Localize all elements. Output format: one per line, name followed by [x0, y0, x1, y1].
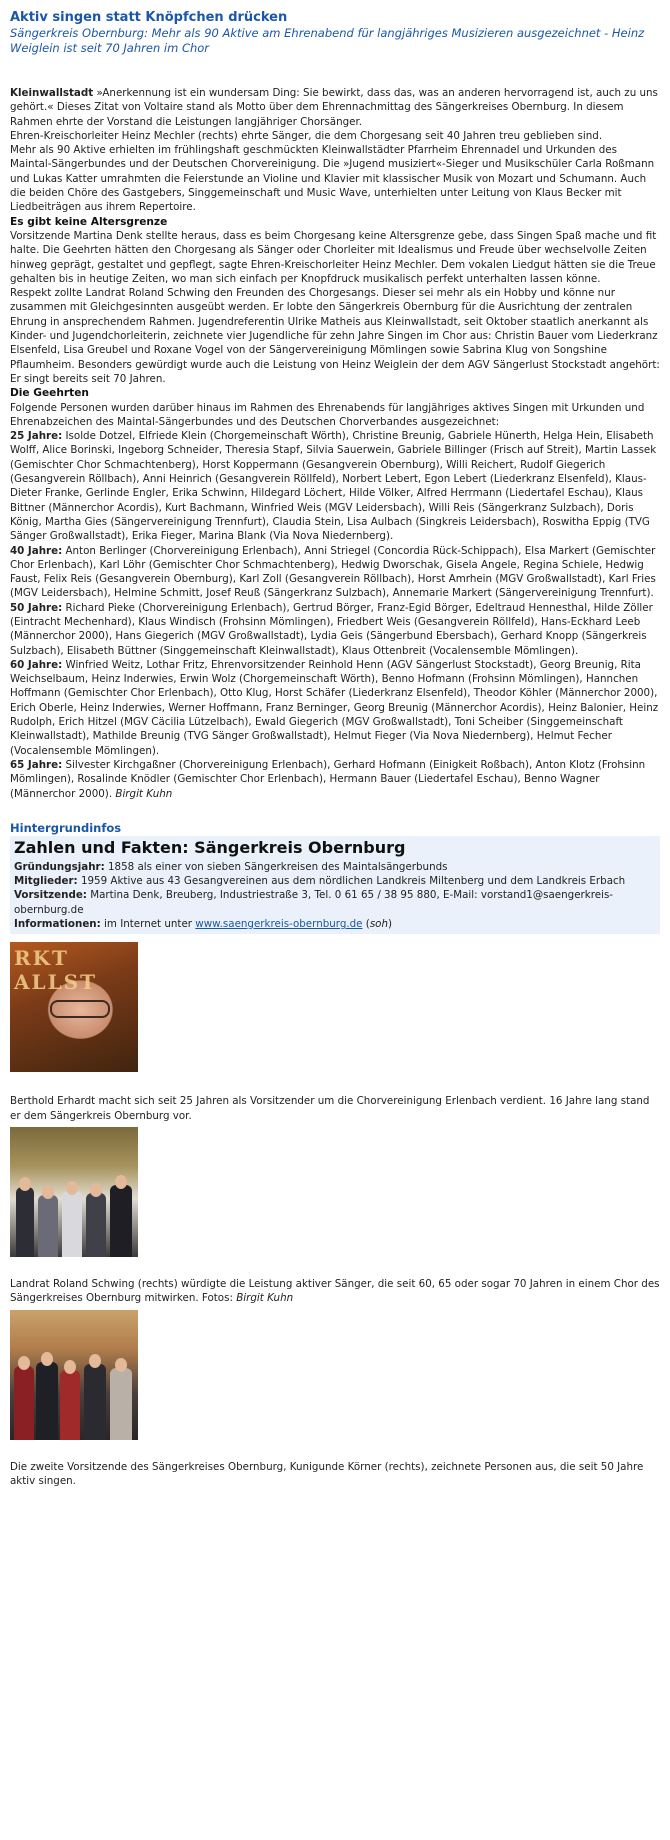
- info-label: Gründungsjahr:: [14, 860, 105, 873]
- honors-25: [10, 429, 660, 543]
- info-label: Mitglieder:: [14, 875, 78, 888]
- person-figure: [110, 1185, 132, 1257]
- person-figure: [110, 1368, 132, 1440]
- person-head: [41, 1352, 53, 1366]
- article-author: Birgit Kuhn: [115, 787, 173, 800]
- honors-list: Richard Pieke (Chorvereinigung Erlenbach), Gertrud Börger, Franz-Egid Börger, Edeltraud Hennesthal, Hilde Zöller (Eintracht Mechenhard), Klaus Windisch (Frohsinn Mömlingen), Friedbert Weis (Gesangverein Röllfeld), Hans-Eckhard Leeb (Männerchor 2000), Hans Giegerich (MGV Großwallstadt), Lydia Geis (Sängerbund Ebersbach), Gerhard Knopp (Sängerkreis Sulzbach), Elisabeth Büttner (Singgemeinschaft Kleinwallstadt), Klaus Ottenbreit (Vocalensemble Mömlingen).: [10, 601, 653, 657]
- honors-label: 25 Jahre:: [10, 430, 63, 443]
- paragraph-2: Ehren-Kreischorleiter Heinz Mechler (rechts) ehrte Sänger, die dem Chorgesang seit 40 Jahren treu geblieben sind.: [10, 129, 603, 142]
- info-source: soh: [369, 918, 389, 931]
- honors-60: [10, 658, 660, 758]
- honors-50: [10, 601, 660, 658]
- info-row-chair: [14, 888, 656, 917]
- person-head: [66, 1181, 78, 1195]
- info-title: Zahlen und Fakten: Sängerkreis Obernburg: [14, 837, 406, 857]
- article-headline: Aktiv singen statt Knöpfchen drücken: [10, 10, 288, 25]
- photo-overlay-text: RKT ALLST: [14, 946, 97, 995]
- honors-label: 65 Jahre:: [10, 758, 63, 771]
- info-web-end: ): [388, 918, 393, 931]
- caption-3: Die zweite Vorsitzende des Sängerkreises Obernburg, Kunigunde Körner (rechts), zeichnete Personen aus, die seit 50 Jahre aktiv singen.: [10, 1460, 644, 1487]
- info-value: Martina Denk, Breuberg, Industriestraße 3, Tel. 0 61 65 / 38 95 880, E-Mail: vorstand1@saengerkreis-obernburg.de: [14, 889, 614, 916]
- photo-credit: Birgit Kuhn: [236, 1292, 294, 1305]
- person-head: [18, 1356, 30, 1370]
- photo-portrait: [10, 942, 138, 1072]
- website-link[interactable]: www.saengerkreis-obernburg.de: [195, 918, 363, 931]
- intro-text: »Anerkennung ist ein wundersam Ding: Sie bewirkt, dass das, was an anderen hervorragend ist, auch zu uns gehört.« Dieses Zitat von Voltaire stand als Motto über dem Ehrennachmittag des Sängerkreises Obernburg. In diesem Rahmen ehrte der Vorstand die Leistungen langjähriger Chorsänger.: [10, 87, 658, 128]
- article-subheadline: Sängerkreis Obernburg: Mehr als 90 Aktive am Ehrenabend für langjähriges Musizieren ausgezeichnet - Heinz Weiglein ist seit 70 Jahren im Chor: [10, 26, 645, 55]
- person-figure: [60, 1370, 80, 1440]
- honors-label: 40 Jahre:: [10, 544, 63, 557]
- caption-2: [10, 1277, 660, 1306]
- honors-label: 60 Jahre:: [10, 658, 63, 671]
- info-row-founded: [14, 860, 656, 874]
- person-figure: [14, 1366, 34, 1440]
- paragraph-3: Mehr als 90 Aktive erhielten im frühlingshaft geschmückten Kleinwallstädter Pfarrheim Ehrennadel und Urkunden des Maintal-Sängerbundes und der Deutschen Chorvereinigung. Die »Jugend musiziert«-Sieger und Musikschüler Carla Roßmann und Lukas Katter umrahmten die Feierstunde an Violine und Klavier mit klassischer Musik von Mozart und Schumann. Auch die beiden Chöre des Gastgebers, Singgemeinschaft und Music Wave, unterhielten unter Leitung von Klaus Becker mit Liedbeiträgen aus ihrem Repertoire.: [10, 144, 655, 214]
- info-value: 1858 als einer von sieben Sängerkreisen des Maintalsängerbunds: [104, 860, 448, 873]
- person-figure: [86, 1193, 106, 1257]
- honors-40: [10, 544, 660, 601]
- person-figure: [16, 1187, 34, 1257]
- honors-list: Silvester Kirchgaßner (Chorvereinigung Erlenbach), Gerhard Hofmann (Einigkeit Roßbach), Anton Klotz (Frohsinn Mömlingen), Rosalinde Knödler (Gemischter Chor Erlenbach), Hermann Bauer (Liedertafel Eschau), Benno Wagner (Männerchor 2000).: [10, 758, 646, 800]
- person-figure: [38, 1195, 58, 1257]
- subheading-altersgrenze: Es gibt keine Altersgrenze: [10, 215, 168, 228]
- info-row-members: [14, 874, 656, 888]
- person-head: [89, 1354, 101, 1368]
- honors-label: 50 Jahre:: [10, 601, 63, 614]
- paragraph-intro: [10, 86, 660, 129]
- info-web-post: (: [362, 918, 370, 931]
- honors-65: [10, 758, 660, 801]
- info-value: 1959 Aktive aus 43 Gesangvereinen aus dem nördlichen Landkreis Miltenberg und dem Landkreis Erbach: [77, 875, 626, 888]
- person-figure: [36, 1362, 58, 1440]
- person-figure: [62, 1191, 82, 1257]
- honors-list: Winfried Weitz, Lothar Fritz, Ehrenvorsitzender Reinhold Henn (AGV Sängerlust Stockstadt), Georg Breunig, Rita Weichselbaum, Heinz Inderwies, Erwin Wolz (Chorgemeinschaft Wörth), Benno Hofmann (Frohsinn Mömlingen), Hannchen Hoffmann (Gemischter Chor Erlenbach), Otto Klug, Horst Schäfer (Liederkranz Elsenfeld), Theodor Köhler (Männerchor 2000), Erich Oberle, Heinz Inderwies, Werner Hoffmann, Franz Berninger, Georg Breunig (Männerchor Acordis), Heinz Balonier, Heinz Rudolph, Erich Hitzel (MGV Cäcilia Lützelbach), Ewald Giegerich (MGV Großwallstadt), Toni Scheiber (Singgemeinschaft Kleinwallstadt), Mathilde Breunig (TVG Sänger Großwallstadt), Helmut Fieger (Via Nova Niedernberg), Helmut Fecher (Vocalensemble Mömlingen).: [10, 658, 659, 757]
- honors-list: Anton Berlinger (Chorvereinigung Erlenbach), Anni Striegel (Concordia Rück-Schippach), Elsa Markert (Gemischter Chor Erlenbach), Karl Löhr (Gemischter Chor Schmachtenberg), Hedwig Dworschak, Gisela Angele, Regina Schiele, Hedwig Faust, Felix Reis (Gesangverein Obernburg), Karl Zoll (Gesangverein Röllbach), Horst Amrhein (MGV Großwallstadt), Karl Fries (MGV Leidersbach), Helmine Schmitt, Josef Reuß (Sängerkranz Sulzbach), Annemarie Markert (Sängervereinigung Trennfurt).: [10, 544, 656, 600]
- caption-1: Berthold Erhardt macht sich seit 25 Jahren als Vorsitzender um die Chorvereinigung Erlenbach verdient. 16 Jahre lang stand er dem Sängerkreis Obernburg vor.: [10, 1095, 650, 1122]
- paragraph-5: Respekt zollte Landrat Roland Schwing den Freunden des Chorgesangs. Dieser sei mehr als ein Hobby und könne nur zusammen mit Gleichgesinnten ausgeübt werden. Er lobte den Sängerkreis Obernburg für die Ausrichtung der zentralen Ehrung in ansprechendem Rahmen. Jugendreferentin Ulrike Matheis aus Kleinwallstadt, seit Oktober staatlich anerkannt als Kinder- und Jugendchorleiterin, zeichnete vier Jugendliche für zehn Jahre Singen im Chor aus: Christin Bauer vom Liederkranz Elsenfeld, Lisa Greubel und Roxane Vogel von der Sängervereinigung Mömlingen sowie Sabrina Klug von Songshine Pflaumheim. Besonders gewürdigt wurde auch die Leistung von Heinz Weiglein der dem AGV Sängerlust Stockstadt angehört: Er singt bereits seit 70 Jahren.: [10, 287, 660, 385]
- article-body: [10, 86, 660, 801]
- person-head: [42, 1185, 54, 1199]
- person-head: [90, 1183, 102, 1197]
- info-web-pre: im Internet unter: [100, 918, 196, 931]
- person-head: [19, 1177, 31, 1191]
- glasses-shape: [50, 1000, 110, 1018]
- photo-group-landrat: [10, 1127, 138, 1257]
- info-section-label: Hintergrundinfos: [10, 820, 122, 835]
- info-row-web: [14, 917, 656, 931]
- dateline: Kleinwallstadt: [10, 87, 94, 99]
- info-box: [10, 836, 660, 934]
- paragraph-4: Vorsitzende Martina Denk stellte heraus, dass es beim Chorgesang keine Altersgrenze gebe, dass Singen Spaß mache und fit halte. Die Geehrten hätten den Chorgesang als Sänger oder Chorleiter mit Idealismus und Freude über wechselvolle Zeiten hinweg geprägt, gestaltet und gepflegt, sagte Ehren-Kreischorleiter Heinz Mechler. Dem vokalen Liedgut hätten sie die Treue gehalten bis in heutige Zeiten, wo man sich einfach per Knopfdruck musikalisch perfekt unterhalten lassen könne.: [10, 229, 657, 285]
- paragraph-6: Folgende Personen wurden darüber hinaus im Rahmen des Ehrenabends für langjähriges aktives Singen mit Urkunden und Ehrenabzeichen des Maintal-Sängerbundes und des Deutschen Chorverbandes ausgezeichnet:: [10, 401, 645, 428]
- page: [10, 10, 660, 1488]
- person-figure: [84, 1364, 106, 1440]
- person-head: [115, 1175, 127, 1189]
- person-head: [64, 1360, 76, 1374]
- caption-2-text: Landrat Roland Schwing (rechts) würdigte die Leistung aktiver Sänger, die seit 60, 65 oder sogar 70 Jahren in einem Chor des Sängerkreises Obernburg mitwirken. Fotos:: [10, 1277, 660, 1305]
- info-label: Informationen:: [14, 918, 101, 931]
- honors-list: Isolde Dotzel, Elfriede Klein (Chorgemeinschaft Wörth), Christine Breunig, Gabriele Hünerth, Helga Hein, Elisabeth Wolff, Alice Borinski, Ingeborg Schneider, Theresia Stapf, Silvia Sauerwein, Gabriele Billinger (Frisch auf Streit), Martin Lassek (Gemischter Chor Schmachtenberg), Horst Koppermann (Gesangverein Obernburg), Willi Reichert, Rudolf Giegerich (Gesangverein Röllbach), Anni Heinrich (Gesangverein Röllfeld), Norbert Lebert, Egon Lebert (Liederkranz Elsenfeld), Klaus-Dieter Franke, Gerlinde Engler, Erika Schwinn, Hildegard Löchert, Hilde Völker, Alfred Herrmann (Liedertafel Eschau), Klaus Bittner (Männerchor Acordis), Kurt Bachmann, Winfried Weis (MGV Leidersbach), Willi Reis (Sängerkranz Sulzbach), Doris König, Martha Gies (Sängervereinigung Trennfurt), Claudia Stein, Lisa Aulbach (Singkreis Leidersbach), Roswitha Eppig (TVG Sänger Großwallstadt), Erika Fieger, Marina Blank (Via Nova Niedernberg).: [10, 430, 657, 543]
- info-label: Vorsitzende:: [14, 889, 87, 902]
- subheading-geehrten: Die Geehrten: [10, 387, 89, 400]
- person-head: [115, 1358, 127, 1372]
- photo-group-koerner: [10, 1310, 138, 1440]
